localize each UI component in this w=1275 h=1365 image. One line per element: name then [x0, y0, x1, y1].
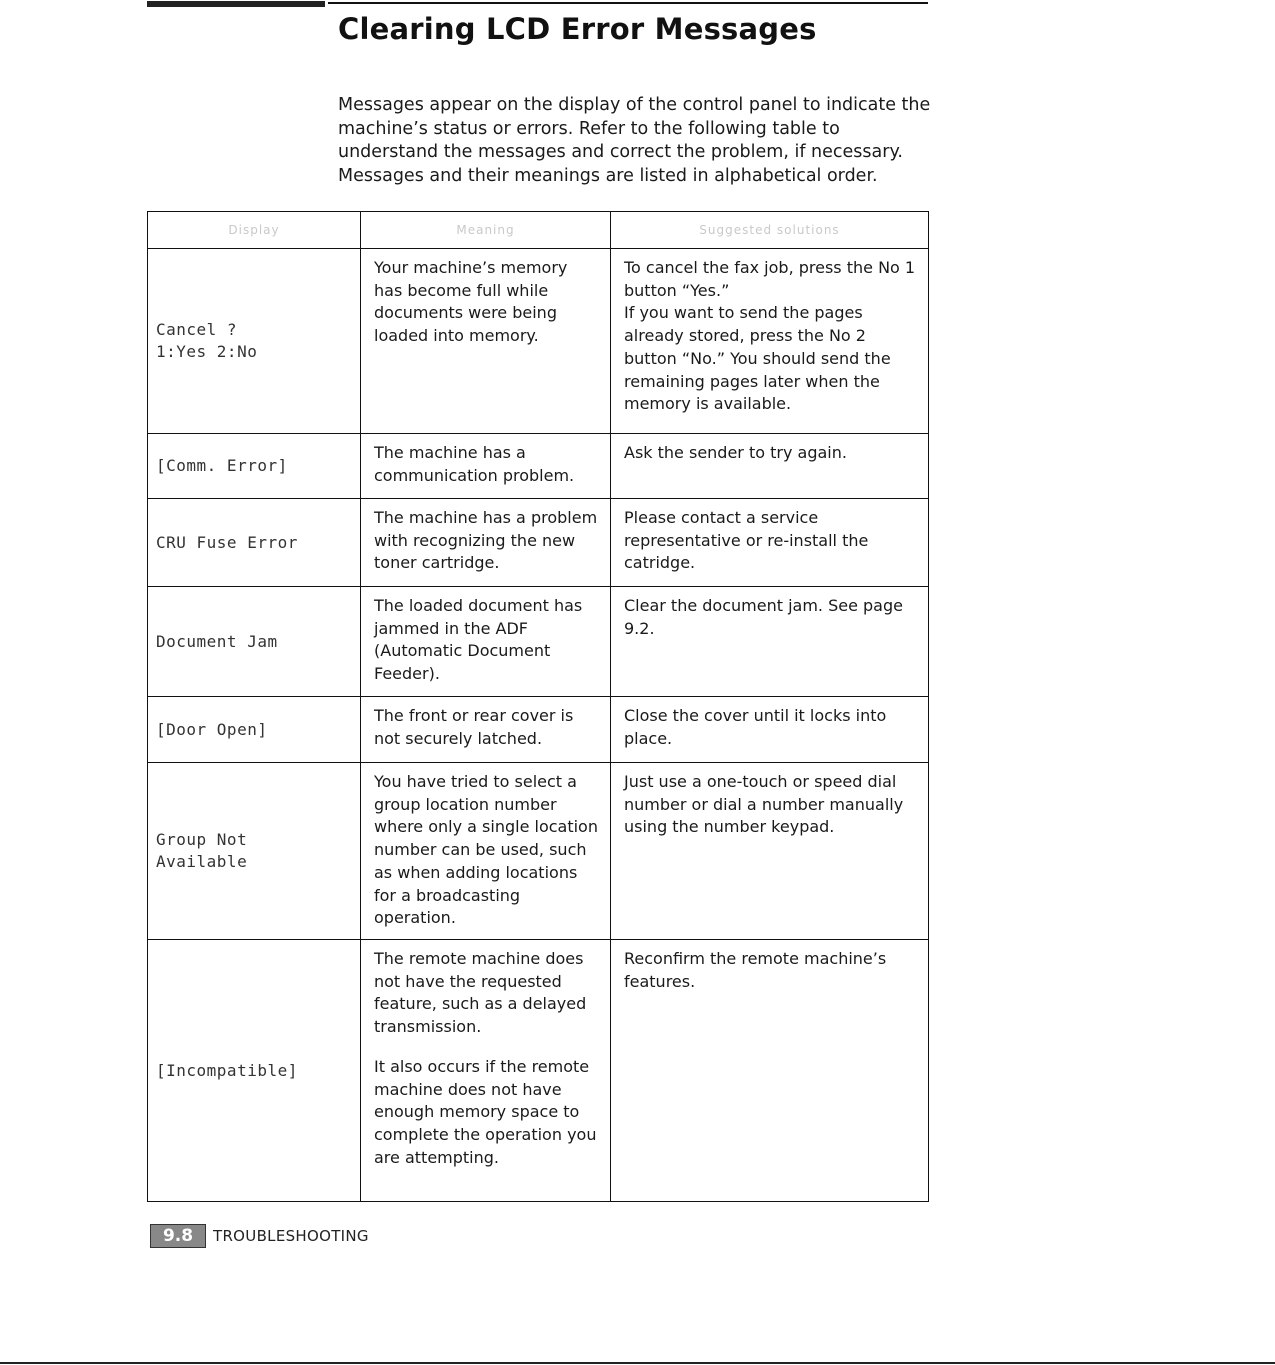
solution-cell: Clear the document jam. See page 9.2. [611, 587, 929, 697]
solution-cell: Reconfirm the remote machine’s features. [611, 940, 929, 1202]
solution-cell: Please contact a service representative or re-install the catridge. [611, 499, 929, 587]
page-footer [150, 1224, 369, 1248]
table-row [148, 587, 929, 697]
section-label: TROUBLESHOOTING [213, 1227, 369, 1245]
display-message: Group Not Available [148, 763, 361, 940]
header-solution: Suggested solutions [611, 212, 929, 249]
solution-cell: Close the cover until it locks into place. [611, 697, 929, 763]
display-message: [Door Open] [148, 697, 361, 763]
display-message: CRU Fuse Error [148, 499, 361, 587]
solution-cell: Just use a one-touch or speed dial number or dial a number manually using the number keypad. [611, 763, 929, 940]
solution-cell: To cancel the fax job, press the No 1 button “Yes.” If you want to send the pages already stored, press the No 2 button “No.” You should send the remaining pages later when the memory is available. [611, 249, 929, 434]
meaning-cell: Your machine’s memory has become full while documents were being loaded into memory. [361, 249, 611, 434]
meaning-cell: The remote machine does not have the requested feature, such as a delayed transmission. It also occurs if the remote machine does not have enough memory space to complete the operation you are attempting. [361, 940, 611, 1202]
table-row [148, 434, 929, 499]
header-rule [328, 2, 928, 4]
header-rule-thick [147, 1, 325, 7]
display-message: Document Jam [148, 587, 361, 697]
meaning-cell: The loaded document has jammed in the ADF (Automatic Document Feeder). [361, 587, 611, 697]
meaning-cell: The front or rear cover is not securely latched. [361, 697, 611, 763]
intro-paragraph: Messages appear on the display of the control panel to indicate the machine’s status or errors. Refer to the following table to understand the messages and correct the problem, if necessary. Messages and their meanings are listed in alphabetical order. [338, 95, 931, 186]
table-row [148, 940, 929, 1202]
table-row [148, 697, 929, 763]
table-header-row [148, 212, 929, 249]
bottom-rule [0, 1362, 1275, 1364]
solution-cell: Ask the sender to try again. [611, 434, 929, 499]
meaning-cell: The machine has a communication problem. [361, 434, 611, 499]
page-number: 9.8 [150, 1224, 206, 1248]
display-message: Cancel ? 1:Yes 2:No [148, 249, 361, 434]
page-title: Clearing LCD Error Messages [338, 12, 817, 46]
header-display: Display [148, 212, 361, 249]
meaning-cell: You have tried to select a group location number where only a single location number can be used, such as when adding locations for a broadcasting operation. [361, 763, 611, 940]
lcd-messages-table [147, 211, 929, 1202]
table-row [148, 249, 929, 434]
meaning-cell: The machine has a problem with recognizing the new toner cartridge. [361, 499, 611, 587]
display-message: [Comm. Error] [148, 434, 361, 499]
table-row [148, 499, 929, 587]
header-meaning: Meaning [361, 212, 611, 249]
display-message: [Incompatible] [148, 940, 361, 1202]
table-row [148, 763, 929, 940]
